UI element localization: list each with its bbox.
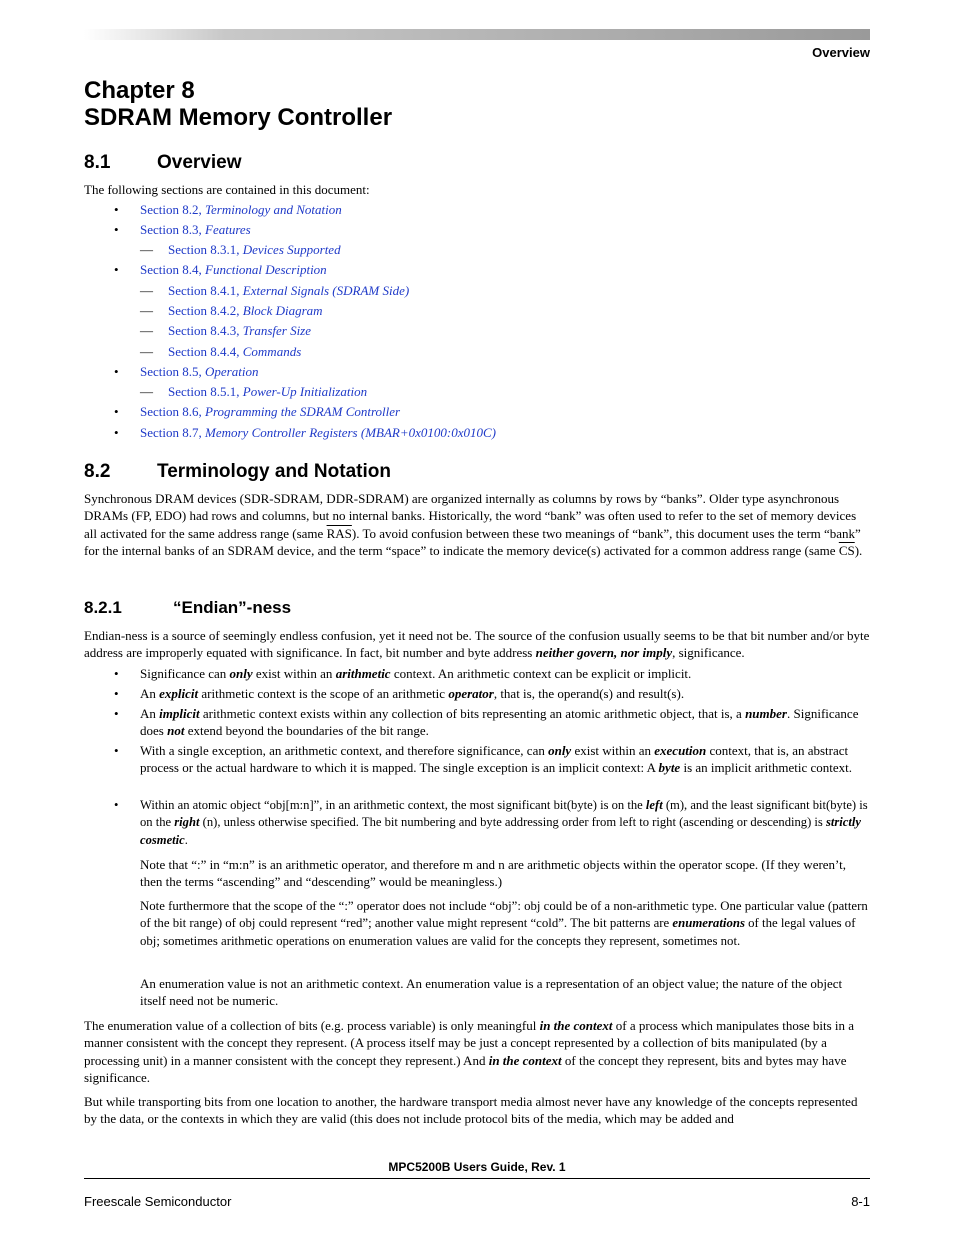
toc-link[interactable]: • Section 8.5, Operation [140,364,258,380]
toc-link[interactable]: — Section 8.4.4, Commands [168,344,301,360]
endianness-intro: Endian-ness is a source of seemingly endless confusion, yet it need not be. The source of the confusion usually seems to be that bit number and/or byte address are improperly equated with significance. In fact, bit number and byte address neither govern, nor imply, significance. [84,628,870,661]
toc-link[interactable]: — Section 8.4.1, External Signals (SDRAM Side) [168,283,409,299]
footer-divider [84,1178,870,1179]
bullet-item: • With a single exception, an arithmetic context, and therefore significance, can only exist within an execution context, that is, an abstract process or the actual hardware to which it is mapped. The single exception is an implicit context: A byte is an implicit arithmetic context. [140,742,870,777]
body-paragraph: But while transporting bits from one location to another, the hardware transport media almost never have any knowledge of the concepts represented by the data, or the contexts in which they are valid (this does not include protocol bits of the media, which may be added and [84,1094,858,1127]
document-title: MPC5200B Users Guide, Rev. 1 [388,1160,566,1174]
toc-link[interactable]: — Section 8.4.3, Transfer Size [168,323,311,339]
note-paragraph: Note that “:” in “m:n” is an arithmetic operator, and therefore m and n are arithmetic objects within the operator scope. (If they weren’t, then the terms “ascending” and “descending” would be meaningless.) [140,857,847,890]
running-header: Overview [812,45,870,60]
chapter-name: SDRAM Memory Controller [84,104,393,131]
section-heading-endianness: 8.2.1 “Endian”-ness [84,598,292,617]
chapter-title [84,77,392,131]
toc-link[interactable]: • Section 8.7, Memory Controller Registers (MBAR+0x0100:0x010C) [140,425,496,441]
section-heading-terminology: 8.2 Terminology and Notation [84,461,391,482]
note-paragraph: An enumeration value is not an arithmetic context. An enumeration value is a representation of an object value; the nature of the object itself need not be numeric. [140,976,843,1009]
company-name: Freescale Semiconductor [84,1194,232,1209]
bullet-item: • An explicit arithmetic context is the scope of an arithmetic operator, that is, the operand(s) and result(s). [140,685,870,702]
toc-link[interactable]: • Section 8.3, Features [140,222,251,238]
overview-intro: The following sections are contained in this document: [84,182,370,197]
note-paragraph: Note furthermore that the scope of the “:” operator does not include “obj”: obj could be of a non-arithmetic type. One particular value (pattern of the bit range) of obj could represent “red”; another value might represent “cold”. The bit patterns are enumerations of the legal values of obj; sometimes arithmetic operations on enumeration values are valid for the concepts they represent, sometimes not. [140,899,868,948]
bullet-item: • Within an atomic object “obj[m:n]”, in an arithmetic context, the most significant bit(byte) is on the left (m), and the least significant bit(byte) is on the right (n), unless otherwise specified. The bit numbering and byte addressing order from left to right (ascending or descending) is strictly cosmetic. [140,797,870,849]
page-number: 8-1 [851,1194,870,1209]
toc-link[interactable]: — Section 8.3.1, Devices Supported [168,242,341,258]
toc-link[interactable]: — Section 8.4.2, Block Diagram [168,303,323,319]
terminology-paragraph: Synchronous DRAM devices (SDR-SDRAM, DDR-SDRAM) are organized internally as columns by rows by “banks”. Older type asynchronous DRAMs (FP, EDO) had rows and columns, but no internal banks. Historically, the word “bank” was often used to refer to the set of memory devices all activated for the same address range (same $\overline{RAS}$). To avoid confusion between these two meanings of “bank”, this document uses the term “bank” for the internal banks of an SDRAM device, and the term “space” to indicate the memory device(s) activated for a common address range (same $\overline{CS}$). [84,491,863,558]
header-bar [84,29,870,40]
section-heading-overview: 8.1 Overview [84,152,242,173]
bullet-item: • An implicit arithmetic context exists within any collection of bits representing an atomic arithmetic object, that is, a number. Significance does not extend beyond the boundaries of the bit range. [140,705,870,740]
body-paragraph: The enumeration value of a collection of bits (e.g. process variable) is only meaningful in the context of a process which manipulates those bits in a manner consistent with the concept they represent. (A process itself may be just a concept represented by a collection of bits manipulated (by a processing unit) in a manner consistent with the concept they represent.) And in the context of the concept they represent, bits and bytes may have significance. [84,1018,855,1085]
toc-link[interactable]: • Section 8.2, Terminology and Notation [140,202,342,218]
toc-link[interactable]: • Section 8.6, Programming the SDRAM Controller [140,404,400,420]
toc-link[interactable]: • Section 8.4, Functional Description [140,262,327,278]
toc-link[interactable]: — Section 8.5.1, Power-Up Initialization [168,384,367,400]
chapter-number: Chapter 8 [84,77,195,104]
bullet-item: • Significance can only exist within an arithmetic context. An arithmetic context can be explicit or implicit. [140,665,870,682]
